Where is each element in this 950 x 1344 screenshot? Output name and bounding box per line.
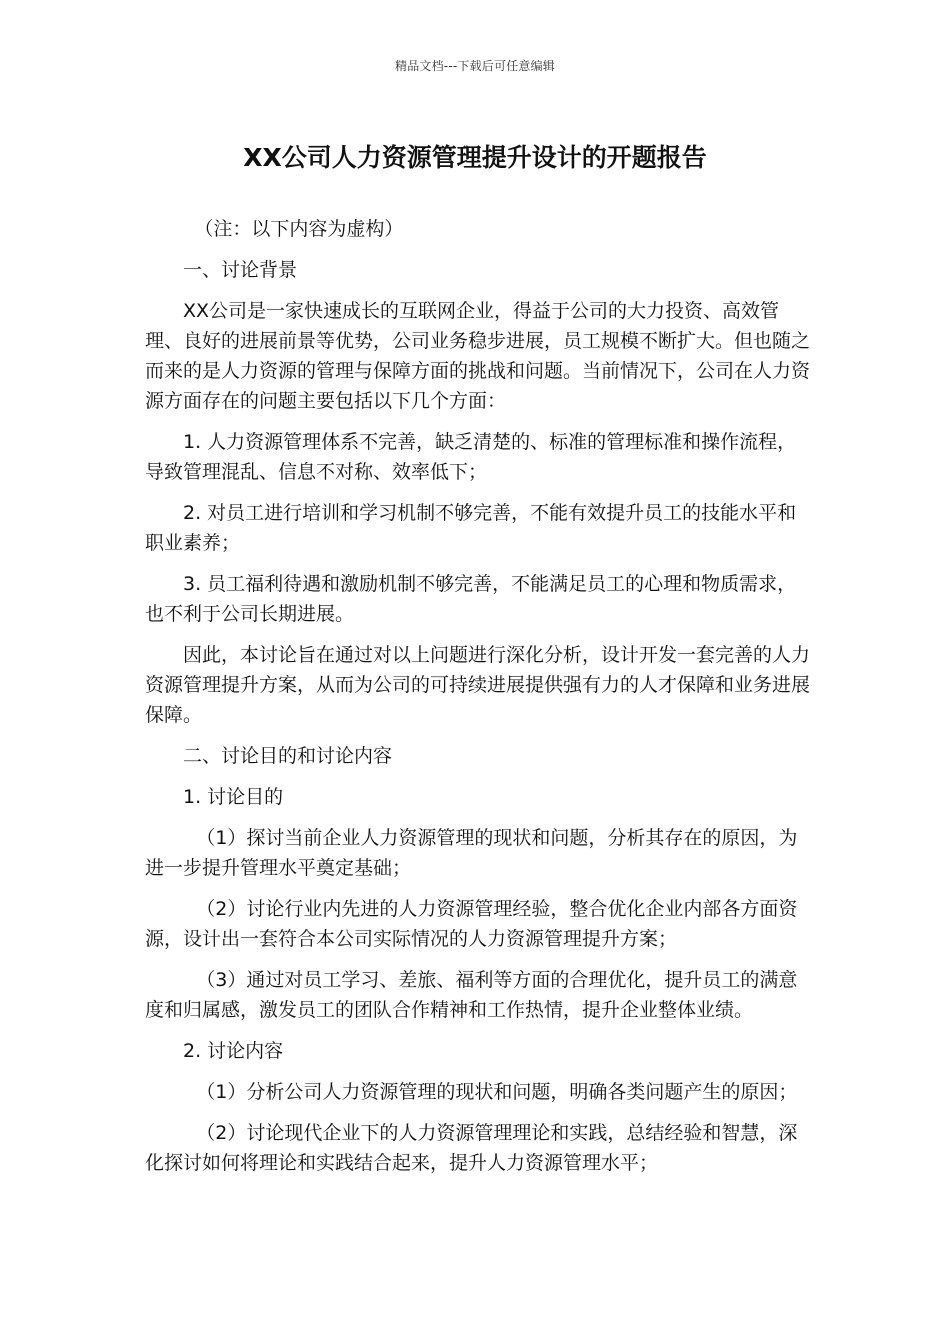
list-item-goal-1: （1）探讨当前企业人力资源管理的现状和问题，分析其存在的原因，为进一步提升管理水平奠定基础； bbox=[145, 827, 798, 879]
subheading-content: 2. 讨论内容 bbox=[183, 1040, 284, 1062]
list-item-problem-3: 3. 员工福利待遇和激励机制不够完善，不能满足员工的心理和物质需求，也不利于公司长期进展。 bbox=[145, 573, 797, 625]
list-item-problem-1: 1. 人力资源管理体系不完善，缺乏清楚的、标准的管理标准和操作流程，导致管理混乱、信息不对称、效率低下； bbox=[145, 431, 797, 483]
subheading-goals: 1. 讨论目的 bbox=[183, 786, 284, 808]
header-note: 精品文档---下载后可任意编辑 bbox=[395, 59, 555, 73]
list-item-goal-2: （2）讨论行业内先进的人力资源管理经验，整合优化企业内部各方面资源，设计出一套符合本公司实际情况的人力资源管理提升方案； bbox=[145, 898, 798, 950]
document-title: XX公司人力资源管理提升设计的开题报告 bbox=[243, 143, 707, 172]
paragraph-note: （注：以下内容为虚构） bbox=[194, 218, 404, 240]
list-item-content-1: （1）分析公司人力资源管理的现状和问题，明确各类问题产生的原因； bbox=[196, 1081, 798, 1103]
section-heading-background: 一、讨论背景 bbox=[183, 259, 298, 281]
document-body bbox=[145, 214, 813, 1189]
paragraph-conclusion: 因此，本讨论旨在通过对以上问题进行深化分析，设计开发一套完善的人力资源管理提升方案，从而为公司的可持续进展提供强有力的人才保障和业务进展保障。 bbox=[145, 644, 811, 726]
section-heading-goals: 二、讨论目的和讨论内容 bbox=[183, 745, 393, 767]
list-item-content-2: （2）讨论现代企业下的人力资源管理理论和实践，总结经验和智慧，深化探讨如何将理论和实践结合起来，提升人力资源管理水平； bbox=[145, 1122, 798, 1174]
list-item-problem-2: 2. 对员工进行培训和学习机制不够完善，不能有效提升员工的技能水平和职业素养； bbox=[145, 502, 797, 554]
list-item-goal-3: （3）通过对员工学习、差旅、福利等方面的合理优化，提升员工的满意度和归属感，激发员工的团队合作精神和工作热情，提升企业整体业绩。 bbox=[145, 969, 798, 1021]
paragraph-background: XX公司是一家快速成长的互联网企业，得益于公司的大力投资、高效管理、良好的进展前景等优势，公司业务稳步进展，员工规模不断扩大。但也随之而来的是人力资源的管理与保障方面的挑战和问题。当前情况下，公司在人力资源方面存在的问题主要包括以下几个方面： bbox=[145, 300, 811, 412]
